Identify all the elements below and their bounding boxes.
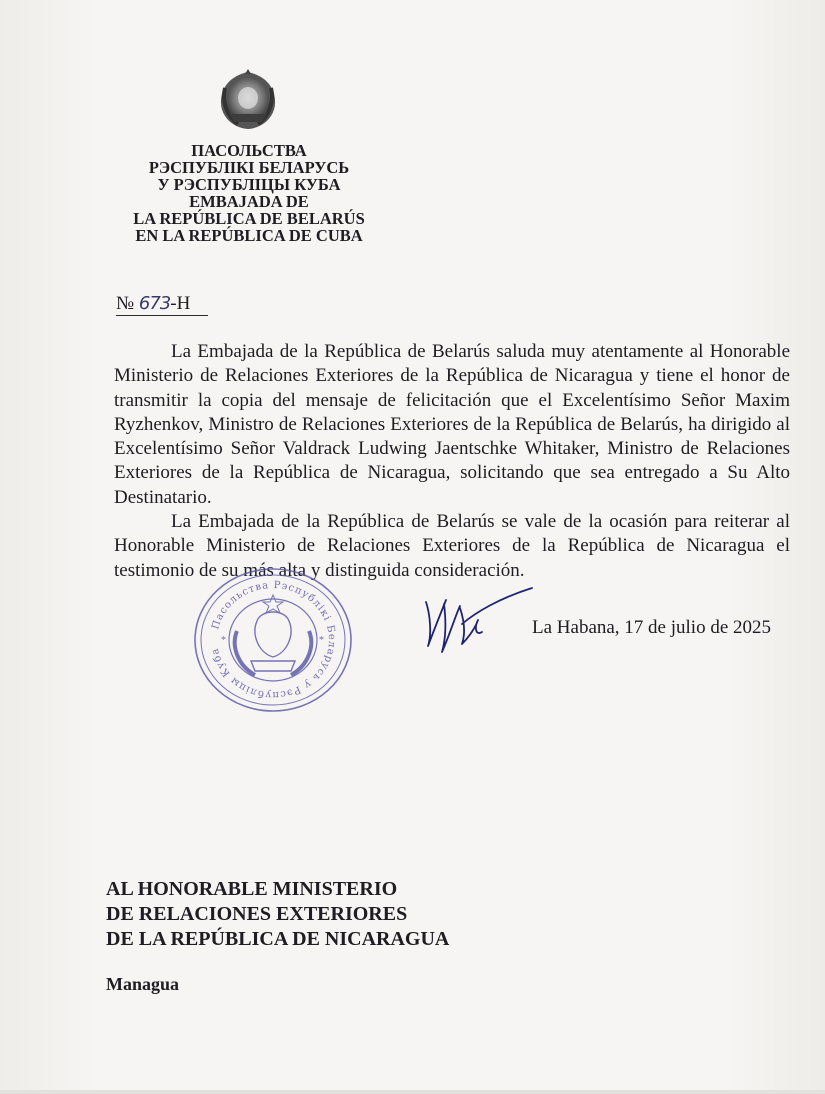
embassy-seal-icon [191, 565, 355, 715]
number-sign: № [116, 293, 135, 314]
reference-suffix: -H [170, 293, 191, 314]
embassy-letterhead [104, 142, 394, 244]
note-body [114, 340, 790, 583]
reference-underline [116, 315, 208, 316]
letterhead-line: У РЭСПУБЛІЦЫ КУБА [157, 175, 341, 194]
note-reference-number [116, 293, 190, 315]
addressee-city: Managua [106, 974, 180, 994]
addressee-line: DE RELACIONES EXTERIORES [106, 903, 408, 925]
letterhead-line: ПАСОЛЬСТВА [191, 141, 307, 160]
letterhead-line: EN LA REPÚBLICA DE CUBA [135, 226, 363, 245]
handwritten-note-number: 673 [138, 293, 171, 314]
letterhead-line: EMBAJADA DE [189, 192, 309, 211]
addressee-line: AL HONORABLE MINISTERIO [106, 878, 398, 900]
signature-icon [416, 584, 536, 662]
letterhead-line: LA REPÚBLICA DE BELARÚS [133, 209, 365, 228]
svg-text:*: * [221, 635, 226, 646]
page-bottom-edge [0, 1090, 825, 1094]
seal-text: Пасольства Рэспублікі Беларусь у Рэспубліцы Куба [209, 579, 338, 701]
addressee-block [106, 877, 449, 952]
body-paragraph: La Embajada de la República de Belarús se vale de la ocasión para reiterar al Honorable Ministerio de Relaciones Exteriores de la República de Nicaragua el testimonio de su más alta y distinguida consideración. [114, 511, 790, 581]
addressee-line: DE LA REPÚBLICA DE NICARAGUA [106, 928, 450, 950]
letterhead-line: РЭСПУБЛІКІ БЕЛАРУСЬ [148, 158, 350, 177]
svg-text:*: * [319, 635, 324, 646]
state-emblem-icon [216, 66, 280, 132]
body-paragraph: La Embajada de la República de Belarús saluda muy atentamente al Honorable Ministerio de Relaciones Exteriores de la República de Nicaragua y tiene el honor de transmitir la copia del mensaje de felicitación que el Excelentísimo Señor Maxim Ryzhenkov, Ministro de Relaciones Exteriores de la República de Belarús, ha dirigido al Excelentísimo Señor Valdrack Ludwing Jaentschke Whitaker, Ministro de Relaciones Exteriores de la República de Nicaragua, solicitando que sea entregado a Su Alto Destinatario. [114, 341, 790, 508]
place-and-date: La Habana, 17 de julio de 2025 [532, 617, 772, 638]
